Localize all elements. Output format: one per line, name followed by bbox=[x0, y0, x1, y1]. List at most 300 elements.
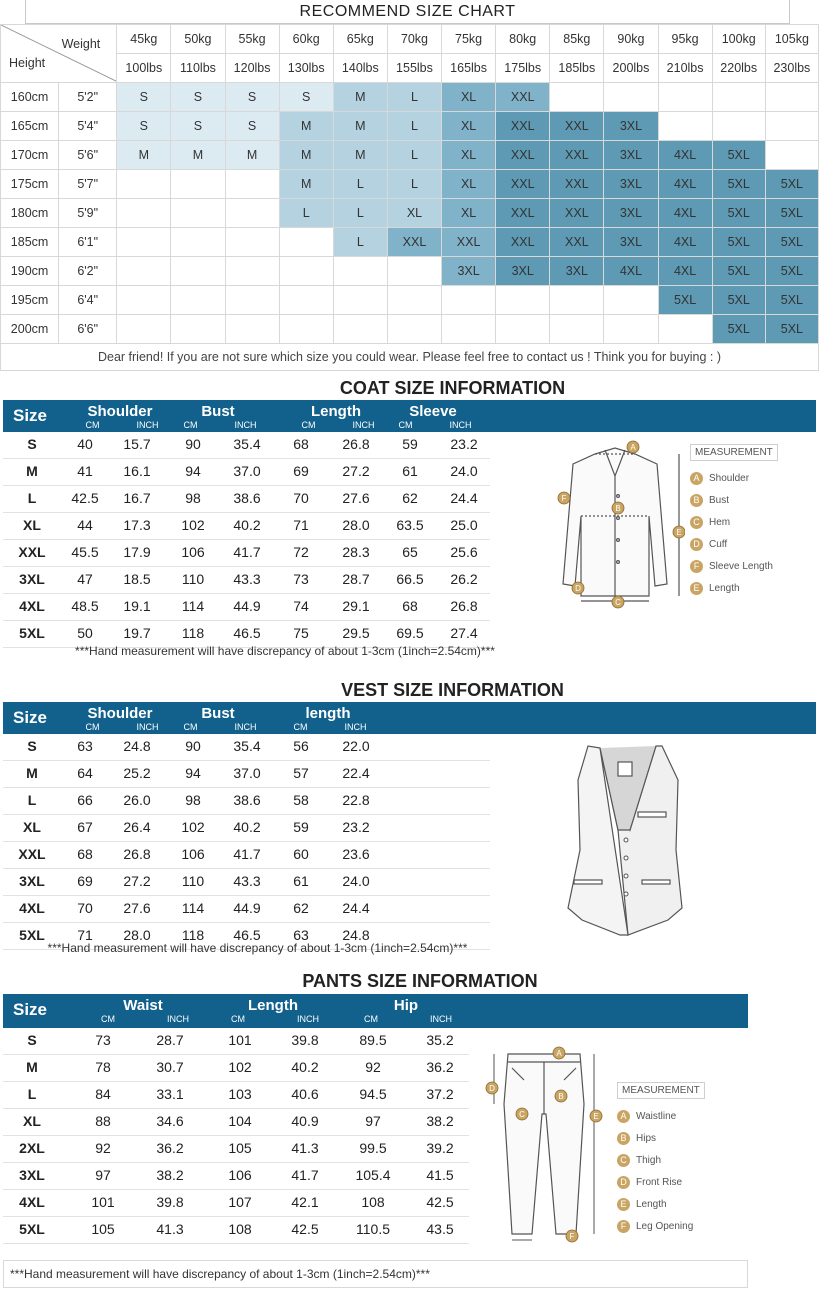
size-cell bbox=[171, 199, 225, 228]
legend-item bbox=[617, 1149, 742, 1171]
table-row bbox=[3, 1136, 469, 1163]
cm-unit-label: CM bbox=[85, 722, 100, 732]
value-cell: 97 bbox=[95, 1167, 111, 1183]
value-cell: 71 bbox=[77, 927, 93, 943]
weight-lbs-cell: 220lbs bbox=[712, 54, 765, 83]
letter-badge-icon: B bbox=[690, 494, 703, 507]
value-cell: 56 bbox=[293, 738, 309, 754]
weight-lbs-cell: 210lbs bbox=[658, 54, 712, 83]
value-cell: 40.2 bbox=[233, 517, 261, 533]
size-cell: 4XL bbox=[658, 257, 712, 286]
letter-badge-icon: D bbox=[617, 1176, 630, 1189]
value-cell: 108 bbox=[361, 1194, 385, 1210]
value-cell: 30.7 bbox=[156, 1059, 184, 1075]
unit-labels bbox=[163, 420, 273, 430]
value-cell: 102 bbox=[181, 819, 205, 835]
size-cell: 5XL bbox=[765, 315, 818, 344]
size-cell bbox=[496, 286, 550, 315]
recommend-title: RECOMMEND SIZE CHART bbox=[25, 0, 790, 24]
cm-unit-label: CM bbox=[231, 1014, 245, 1024]
weight-height-corner bbox=[1, 25, 117, 83]
size-cell bbox=[225, 228, 279, 257]
value-cell: 67 bbox=[77, 819, 93, 835]
value-cell: 41 bbox=[77, 463, 93, 479]
legend-label: Length bbox=[709, 582, 740, 594]
weight-kg-cell: 95kg bbox=[658, 25, 712, 54]
weight-lbs-cell: 185lbs bbox=[550, 54, 604, 83]
table-row bbox=[3, 567, 490, 594]
value-cell: 42.5 bbox=[291, 1221, 319, 1237]
column-group-header bbox=[163, 403, 273, 430]
value-cell: 90 bbox=[185, 436, 201, 452]
measurement-legend-title: MEASUREMENT bbox=[617, 1082, 705, 1099]
height-cm-cell: 190cm bbox=[1, 257, 59, 286]
legend-label: Hips bbox=[636, 1132, 657, 1144]
size-cell: L bbox=[27, 792, 37, 808]
value-cell: 40 bbox=[77, 436, 93, 452]
size-cell: S bbox=[27, 436, 37, 452]
value-cell: 92 bbox=[95, 1140, 111, 1156]
value-cell: 38.2 bbox=[426, 1113, 454, 1129]
size-cell bbox=[225, 199, 279, 228]
size-cell: M bbox=[279, 170, 333, 199]
height-row bbox=[1, 83, 819, 112]
value-cell: 26.8 bbox=[450, 598, 478, 614]
letter-badge-icon: F bbox=[617, 1220, 630, 1233]
column-group-header bbox=[203, 997, 343, 1024]
size-cell: S bbox=[171, 83, 225, 112]
size-cell bbox=[117, 170, 171, 199]
size-cell bbox=[604, 315, 658, 344]
value-cell: 35.2 bbox=[426, 1032, 454, 1048]
size-cell: L bbox=[333, 199, 387, 228]
column-group-header bbox=[73, 997, 213, 1024]
value-cell: 39.2 bbox=[426, 1140, 454, 1156]
value-cell: 71 bbox=[293, 517, 309, 533]
size-cell bbox=[442, 286, 496, 315]
size-cell: 5XL bbox=[765, 199, 818, 228]
letter-badge-icon: A bbox=[617, 1110, 630, 1123]
value-cell: 28.7 bbox=[156, 1032, 184, 1048]
size-cell: XXL bbox=[496, 199, 550, 228]
size-cell bbox=[279, 228, 333, 257]
value-cell: 60 bbox=[293, 846, 309, 862]
column-group-header bbox=[336, 997, 476, 1024]
size-cell bbox=[658, 112, 712, 141]
value-cell: 110 bbox=[181, 571, 205, 587]
height-cm-cell: 195cm bbox=[1, 286, 59, 315]
weight-kg-cell: 80kg bbox=[496, 25, 550, 54]
group-name: Sleeve bbox=[409, 403, 457, 420]
size-cell bbox=[333, 315, 387, 344]
group-name: Hip bbox=[393, 997, 419, 1014]
size-column-header: Size bbox=[13, 708, 48, 727]
height-cm-cell: 185cm bbox=[1, 228, 59, 257]
value-cell: 34.6 bbox=[156, 1113, 184, 1129]
value-cell: 107 bbox=[228, 1194, 252, 1210]
value-cell: 47 bbox=[77, 571, 93, 587]
size-cell bbox=[171, 170, 225, 199]
size-cell: M bbox=[279, 112, 333, 141]
unit-labels bbox=[281, 420, 391, 430]
value-cell: 40.2 bbox=[291, 1059, 319, 1075]
svg-text:C: C bbox=[519, 1110, 525, 1119]
coat-measurement-legend bbox=[690, 442, 800, 599]
size-cell: XXL bbox=[550, 199, 604, 228]
value-cell: 102 bbox=[228, 1059, 252, 1075]
value-cell: 63 bbox=[293, 927, 309, 943]
value-cell: 108 bbox=[228, 1221, 252, 1237]
size-cell: XXL bbox=[550, 141, 604, 170]
inch-unit-label: INCH bbox=[136, 420, 159, 430]
size-cell: 5XL bbox=[19, 625, 45, 641]
size-cell bbox=[279, 286, 333, 315]
value-cell: 73 bbox=[95, 1032, 111, 1048]
cm-unit-label: CM bbox=[364, 1014, 378, 1024]
size-cell: 4XL bbox=[658, 170, 712, 199]
height-row bbox=[1, 170, 819, 199]
value-cell: 106 bbox=[228, 1167, 252, 1183]
weight-lbs-cell: 140lbs bbox=[333, 54, 387, 83]
table-row bbox=[3, 513, 490, 540]
value-cell: 37.0 bbox=[233, 463, 261, 479]
height-row bbox=[1, 199, 819, 228]
height-cm-cell: 170cm bbox=[1, 141, 59, 170]
svg-text:F: F bbox=[561, 494, 567, 503]
size-cell: 5XL bbox=[712, 228, 765, 257]
size-cell: 5XL bbox=[712, 170, 765, 199]
value-cell: 69.5 bbox=[396, 625, 424, 641]
unit-labels bbox=[65, 722, 175, 732]
value-cell: 27.6 bbox=[123, 900, 151, 916]
value-cell: 59 bbox=[293, 819, 309, 835]
unit-labels bbox=[378, 420, 488, 430]
value-cell: 110 bbox=[181, 873, 205, 889]
value-cell: 37.2 bbox=[426, 1086, 454, 1102]
size-column-header: Size bbox=[13, 1000, 48, 1019]
value-cell: 25.0 bbox=[450, 517, 478, 533]
size-cell: 4XL bbox=[604, 257, 658, 286]
value-cell: 69 bbox=[77, 873, 93, 889]
letter-badge-icon: E bbox=[690, 582, 703, 595]
vest-illustration bbox=[560, 740, 695, 940]
value-cell: 45.5 bbox=[71, 544, 99, 560]
size-cell: 4XL bbox=[19, 1194, 45, 1210]
legend-item bbox=[617, 1193, 742, 1215]
size-cell bbox=[333, 286, 387, 315]
value-cell: 101 bbox=[228, 1032, 252, 1048]
height-label: Height bbox=[9, 56, 46, 70]
size-cell bbox=[387, 315, 441, 344]
table-row bbox=[3, 1082, 469, 1109]
size-cell: L bbox=[333, 228, 387, 257]
value-cell: 41.5 bbox=[426, 1167, 454, 1183]
value-cell: 94 bbox=[185, 765, 201, 781]
group-name: Length bbox=[311, 403, 361, 420]
table-row bbox=[3, 1217, 469, 1244]
table-row bbox=[3, 486, 490, 513]
value-cell: 41.7 bbox=[291, 1167, 319, 1183]
column-group-header bbox=[281, 403, 391, 430]
table-row bbox=[3, 869, 490, 896]
size-cell: 5XL bbox=[712, 199, 765, 228]
value-cell: 97 bbox=[365, 1113, 381, 1129]
size-cell bbox=[171, 257, 225, 286]
coat-title: COAT SIZE INFORMATION bbox=[339, 378, 566, 398]
size-cell: 5XL bbox=[712, 141, 765, 170]
group-name: Waist bbox=[123, 997, 163, 1014]
size-cell: L bbox=[387, 112, 441, 141]
height-row bbox=[1, 112, 819, 141]
height-ft-cell: 6'2" bbox=[59, 257, 117, 286]
value-cell: 66.5 bbox=[396, 571, 424, 587]
value-cell: 46.5 bbox=[233, 927, 261, 943]
value-cell: 63.5 bbox=[396, 517, 424, 533]
table-row bbox=[3, 459, 490, 486]
weight-kg-cell: 105kg bbox=[765, 25, 818, 54]
group-name: length bbox=[305, 705, 351, 722]
value-cell: 25.6 bbox=[450, 544, 478, 560]
size-cell: S bbox=[225, 112, 279, 141]
value-cell: 26.8 bbox=[342, 436, 370, 452]
value-cell: 27.4 bbox=[450, 625, 478, 641]
column-group-header bbox=[273, 705, 383, 732]
value-cell: 90 bbox=[185, 738, 201, 754]
weight-kg-cell: 60kg bbox=[279, 25, 333, 54]
size-cell bbox=[550, 315, 604, 344]
value-cell: 16.1 bbox=[123, 463, 151, 479]
unit-labels bbox=[336, 1014, 476, 1024]
table-row bbox=[3, 540, 490, 567]
legend-item bbox=[617, 1215, 742, 1237]
weight-lbs-cell: 165lbs bbox=[442, 54, 496, 83]
value-cell: 22.0 bbox=[342, 738, 370, 754]
size-cell: L bbox=[279, 199, 333, 228]
inch-unit-label: INCH bbox=[352, 420, 375, 430]
legend-item bbox=[690, 489, 800, 511]
value-cell: 110.5 bbox=[356, 1221, 390, 1237]
value-cell: 106 bbox=[181, 846, 205, 862]
unit-labels bbox=[73, 1014, 213, 1024]
unit-labels bbox=[203, 1014, 343, 1024]
value-cell: 33.1 bbox=[156, 1086, 184, 1102]
svg-text:D: D bbox=[489, 1084, 495, 1093]
size-cell: L bbox=[387, 83, 441, 112]
value-cell: 44.9 bbox=[233, 900, 261, 916]
size-cell: 4XL bbox=[658, 141, 712, 170]
svg-text:C: C bbox=[615, 598, 621, 607]
size-cell: XXL bbox=[496, 83, 550, 112]
cm-unit-label: CM bbox=[293, 722, 308, 732]
value-cell: 43.3 bbox=[233, 873, 261, 889]
value-cell: 39.8 bbox=[291, 1032, 319, 1048]
weight-kg-row bbox=[1, 25, 819, 54]
size-cell: XL bbox=[442, 83, 496, 112]
value-cell: 38.6 bbox=[233, 792, 261, 808]
value-cell: 44 bbox=[77, 517, 93, 533]
height-cm-cell: 160cm bbox=[1, 83, 59, 112]
value-cell: 35.4 bbox=[233, 436, 261, 452]
table-row bbox=[3, 734, 490, 761]
svg-text:A: A bbox=[630, 443, 636, 452]
value-cell: 40.2 bbox=[233, 819, 261, 835]
size-cell: 5XL bbox=[765, 257, 818, 286]
value-cell: 42.1 bbox=[291, 1194, 319, 1210]
recommend-size-table bbox=[0, 24, 819, 344]
weight-kg-cell: 45kg bbox=[117, 25, 171, 54]
value-cell: 22.4 bbox=[342, 765, 370, 781]
size-cell: 3XL bbox=[442, 257, 496, 286]
legend-item bbox=[690, 467, 800, 489]
weight-lbs-cell: 130lbs bbox=[279, 54, 333, 83]
size-cell bbox=[550, 83, 604, 112]
svg-text:D: D bbox=[575, 584, 581, 593]
size-cell: L bbox=[387, 141, 441, 170]
value-cell: 61 bbox=[293, 873, 309, 889]
size-cell: 4XL bbox=[19, 900, 45, 916]
legend-item bbox=[690, 555, 800, 577]
value-cell: 104 bbox=[228, 1113, 252, 1129]
size-cell: 5XL bbox=[712, 286, 765, 315]
cm-unit-label: CM bbox=[85, 420, 100, 430]
legend-label: Shoulder bbox=[709, 472, 750, 484]
value-cell: 59 bbox=[402, 436, 418, 452]
weight-lbs-row bbox=[1, 54, 819, 83]
weight-kg-cell: 75kg bbox=[442, 25, 496, 54]
pants-measurement-legend bbox=[617, 1080, 742, 1237]
size-cell: M bbox=[333, 112, 387, 141]
value-cell: 40.9 bbox=[291, 1113, 319, 1129]
legend-item bbox=[617, 1171, 742, 1193]
size-cell: L bbox=[387, 170, 441, 199]
coat-table-header bbox=[3, 400, 816, 432]
size-cell: 5XL bbox=[765, 286, 818, 315]
size-cell: 4XL bbox=[658, 228, 712, 257]
size-column-header: Size bbox=[13, 406, 48, 425]
value-cell: 19.1 bbox=[123, 598, 151, 614]
size-cell: XL bbox=[442, 170, 496, 199]
size-cell: 5XL bbox=[712, 315, 765, 344]
height-cm-cell: 165cm bbox=[1, 112, 59, 141]
legend-label: Length bbox=[636, 1198, 667, 1210]
value-cell: 58 bbox=[293, 792, 309, 808]
pants-title: PANTS SIZE INFORMATION bbox=[302, 971, 538, 991]
weight-lbs-cell: 200lbs bbox=[604, 54, 658, 83]
size-cell: L bbox=[27, 1086, 37, 1102]
value-cell: 17.3 bbox=[123, 517, 151, 533]
value-cell: 28.0 bbox=[123, 927, 151, 943]
cm-unit-label: CM bbox=[398, 420, 413, 430]
value-cell: 41.3 bbox=[156, 1221, 184, 1237]
size-cell: 2XL bbox=[19, 1140, 45, 1156]
value-cell: 92 bbox=[365, 1059, 381, 1075]
value-cell: 98 bbox=[185, 792, 201, 808]
size-cell: XL bbox=[387, 199, 441, 228]
table-row bbox=[3, 1055, 469, 1082]
size-cell bbox=[117, 286, 171, 315]
legend-item bbox=[690, 511, 800, 533]
size-cell: M bbox=[333, 83, 387, 112]
table-row bbox=[3, 815, 490, 842]
value-cell: 70 bbox=[293, 490, 309, 506]
value-cell: 89.5 bbox=[359, 1032, 387, 1048]
value-cell: 44.9 bbox=[233, 598, 261, 614]
value-cell: 75 bbox=[293, 625, 309, 641]
value-cell: 41.3 bbox=[291, 1140, 319, 1156]
measurement-legend-title: MEASUREMENT bbox=[690, 444, 778, 461]
value-cell: 94.5 bbox=[359, 1086, 387, 1102]
cm-unit-label: CM bbox=[183, 722, 198, 732]
table-row bbox=[3, 761, 490, 788]
value-cell: 57 bbox=[293, 765, 309, 781]
value-cell: 114 bbox=[181, 900, 205, 916]
value-cell: 40.6 bbox=[291, 1086, 319, 1102]
weight-kg-cell: 50kg bbox=[171, 25, 225, 54]
letter-badge-icon: E bbox=[617, 1198, 630, 1211]
height-row bbox=[1, 315, 819, 344]
size-cell bbox=[765, 83, 818, 112]
value-cell: 63 bbox=[77, 738, 93, 754]
table-row bbox=[3, 842, 490, 869]
inch-unit-label: INCH bbox=[344, 722, 367, 732]
size-cell bbox=[171, 228, 225, 257]
unit-labels bbox=[273, 722, 383, 732]
svg-text:B: B bbox=[615, 504, 621, 513]
value-cell: 17.9 bbox=[123, 544, 151, 560]
column-group-header bbox=[163, 705, 273, 732]
size-cell bbox=[387, 257, 441, 286]
height-ft-cell: 5'4" bbox=[59, 112, 117, 141]
legend-label: Hem bbox=[709, 516, 731, 528]
size-cell: M bbox=[333, 141, 387, 170]
size-cell: XL bbox=[442, 112, 496, 141]
coat-illustration bbox=[545, 436, 685, 611]
vest-table-body bbox=[3, 734, 490, 950]
letter-badge-icon: C bbox=[617, 1154, 630, 1167]
size-cell: 3XL bbox=[604, 228, 658, 257]
value-cell: 62 bbox=[402, 490, 418, 506]
value-cell: 28.3 bbox=[342, 544, 370, 560]
cm-unit-label: CM bbox=[183, 420, 198, 430]
legend-label: Bust bbox=[709, 494, 730, 506]
size-cell: M bbox=[26, 765, 38, 781]
weight-kg-cell: 85kg bbox=[550, 25, 604, 54]
weight-lbs-cell: 175lbs bbox=[496, 54, 550, 83]
value-cell: 38.2 bbox=[156, 1167, 184, 1183]
weight-kg-cell: 65kg bbox=[333, 25, 387, 54]
table-row bbox=[3, 788, 490, 815]
height-ft-cell: 5'9" bbox=[59, 199, 117, 228]
size-cell: S bbox=[171, 112, 225, 141]
size-cell: 3XL bbox=[19, 873, 45, 889]
height-ft-cell: 5'2" bbox=[59, 83, 117, 112]
size-cell: XXL bbox=[550, 112, 604, 141]
value-cell: 23.2 bbox=[450, 436, 478, 452]
value-cell: 61 bbox=[402, 463, 418, 479]
size-cell: 3XL bbox=[604, 170, 658, 199]
vest-table-header bbox=[3, 702, 816, 734]
pants-illustration bbox=[484, 1044, 604, 1244]
size-cell bbox=[171, 286, 225, 315]
size-cell: 5XL bbox=[765, 228, 818, 257]
size-cell: XL bbox=[23, 1113, 41, 1129]
value-cell: 38.6 bbox=[233, 490, 261, 506]
size-cell: XXL bbox=[442, 228, 496, 257]
size-cell: M bbox=[225, 141, 279, 170]
legend-label: Thigh bbox=[636, 1154, 662, 1166]
size-cell bbox=[117, 257, 171, 286]
value-cell: 24.8 bbox=[342, 927, 370, 943]
